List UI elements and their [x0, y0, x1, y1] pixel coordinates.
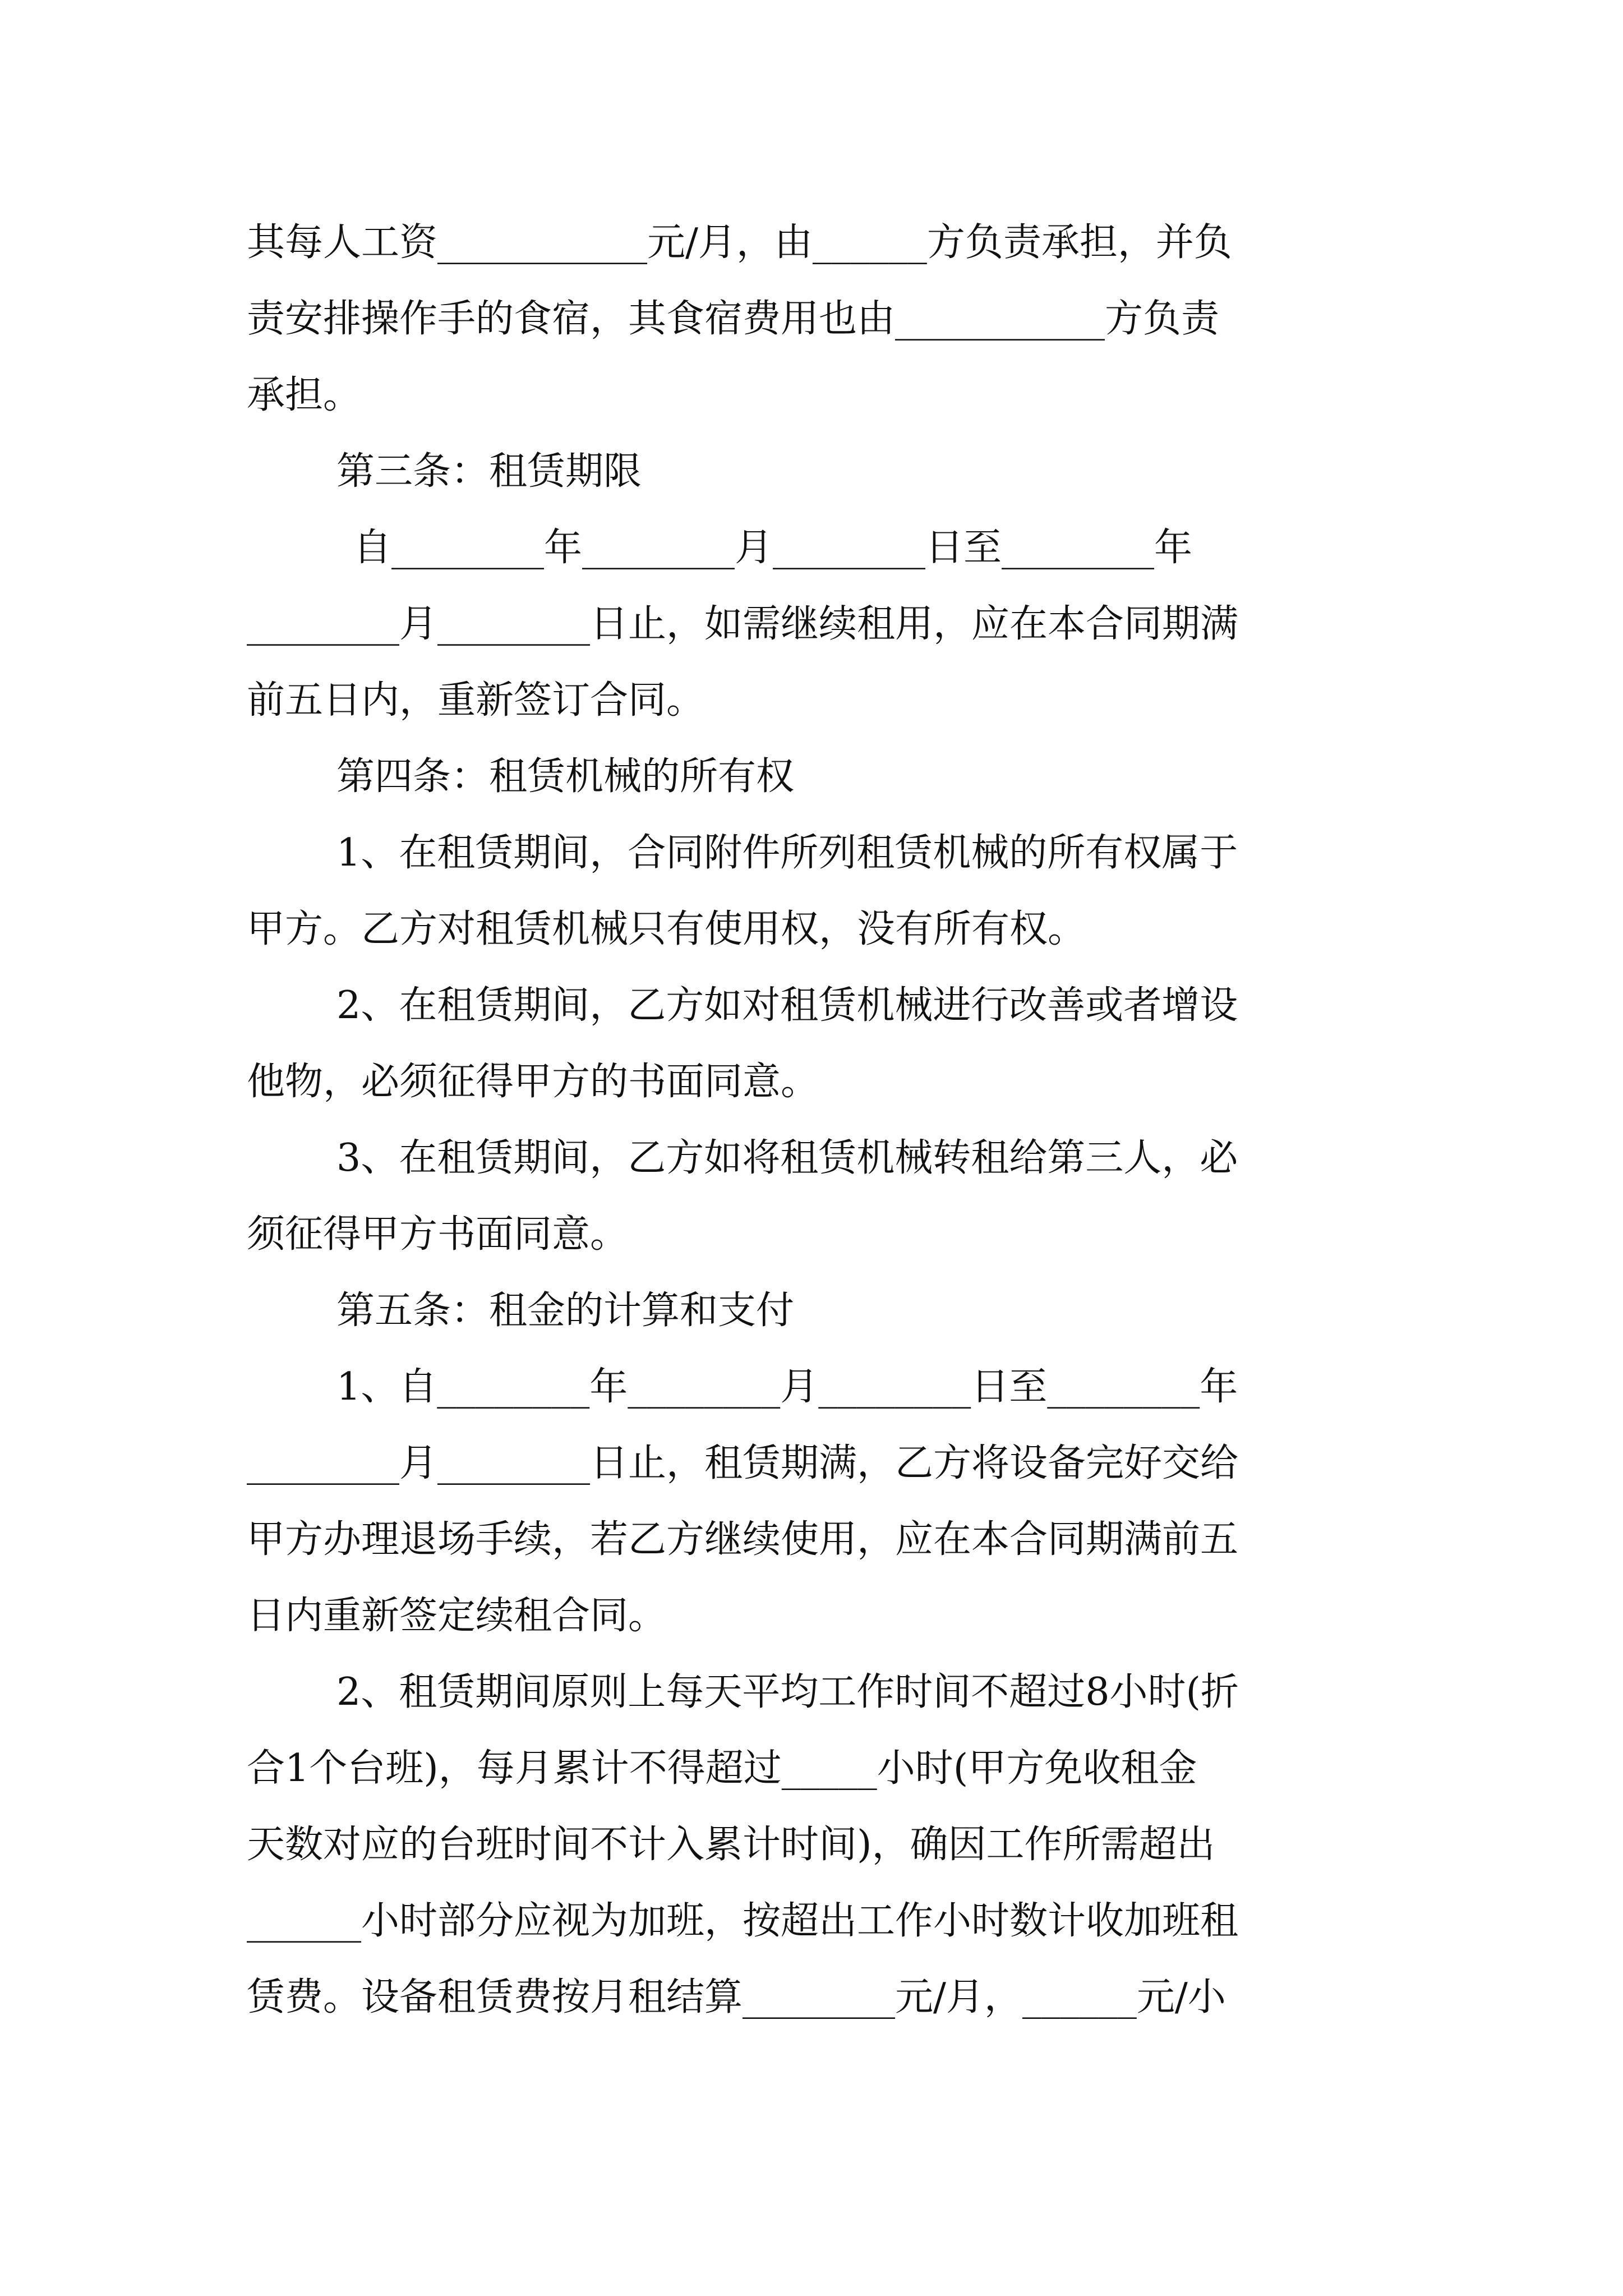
- section-heading: 第四条：租赁机械的所有权: [336, 754, 795, 799]
- text-line: 甲方。乙方对租赁机械只有使用权，没有所有权。: [247, 907, 1086, 951]
- text-line: 赁费。设备租赁费按月租结算________元/月，______元/小: [247, 1975, 1226, 2019]
- text-line: 前五日内，重新签订合同。: [247, 678, 705, 723]
- text-line: ________月________日止，租赁期满，乙方将设备完好交给: [247, 1441, 1239, 1485]
- text-line: 3、在租赁期间，乙方如将租赁机械转租给第三人，必: [336, 1136, 1238, 1180]
- text-line: 1、自________年________月________日至________年: [336, 1365, 1238, 1409]
- text-line: 甲方办理退场手续，若乙方继续使用，应在本合同期满前五: [247, 1517, 1239, 1562]
- text-line: 自________年________月________日至________年: [353, 526, 1193, 570]
- section-heading: 第三条：租赁期限: [336, 449, 642, 494]
- text-line: 1、在租赁期间，合同附件所列租赁机械的所有权属于: [336, 831, 1238, 875]
- text-line: 2、在租赁期间，乙方如对租赁机械进行改善或者增设: [336, 983, 1238, 1028]
- text-line: ________月________日止，如需继续租用，应在本合同期满: [247, 602, 1239, 646]
- text-line: 责安排操作手的食宿，其食宿费用也由___________方负责: [247, 297, 1220, 341]
- text-line: 合1个台班)，每月累计不得超过_____小时(甲方免收租金: [247, 1746, 1197, 1791]
- text-line: 其每人工资___________元/月，由______方负责承担，并负: [247, 220, 1232, 265]
- text-line: 天数对应的台班时间不计入累计时间)，确因工作所需超出: [247, 1823, 1215, 1867]
- text-line: 他物，必须征得甲方的书面同意。: [247, 1060, 819, 1104]
- text-line: 2、租赁期间原则上每天平均工作时间不超过8小时(折: [336, 1670, 1239, 1714]
- text-line: 日内重新签定续租合同。: [247, 1594, 667, 1638]
- section-heading: 第五条：租金的计算和支付: [336, 1289, 795, 1333]
- text-line: ______小时部分应视为加班，按超出工作小时数计收加班租: [247, 1899, 1239, 1943]
- text-line: 承担。: [247, 373, 362, 417]
- text-line: 须征得甲方书面同意。: [247, 1212, 629, 1257]
